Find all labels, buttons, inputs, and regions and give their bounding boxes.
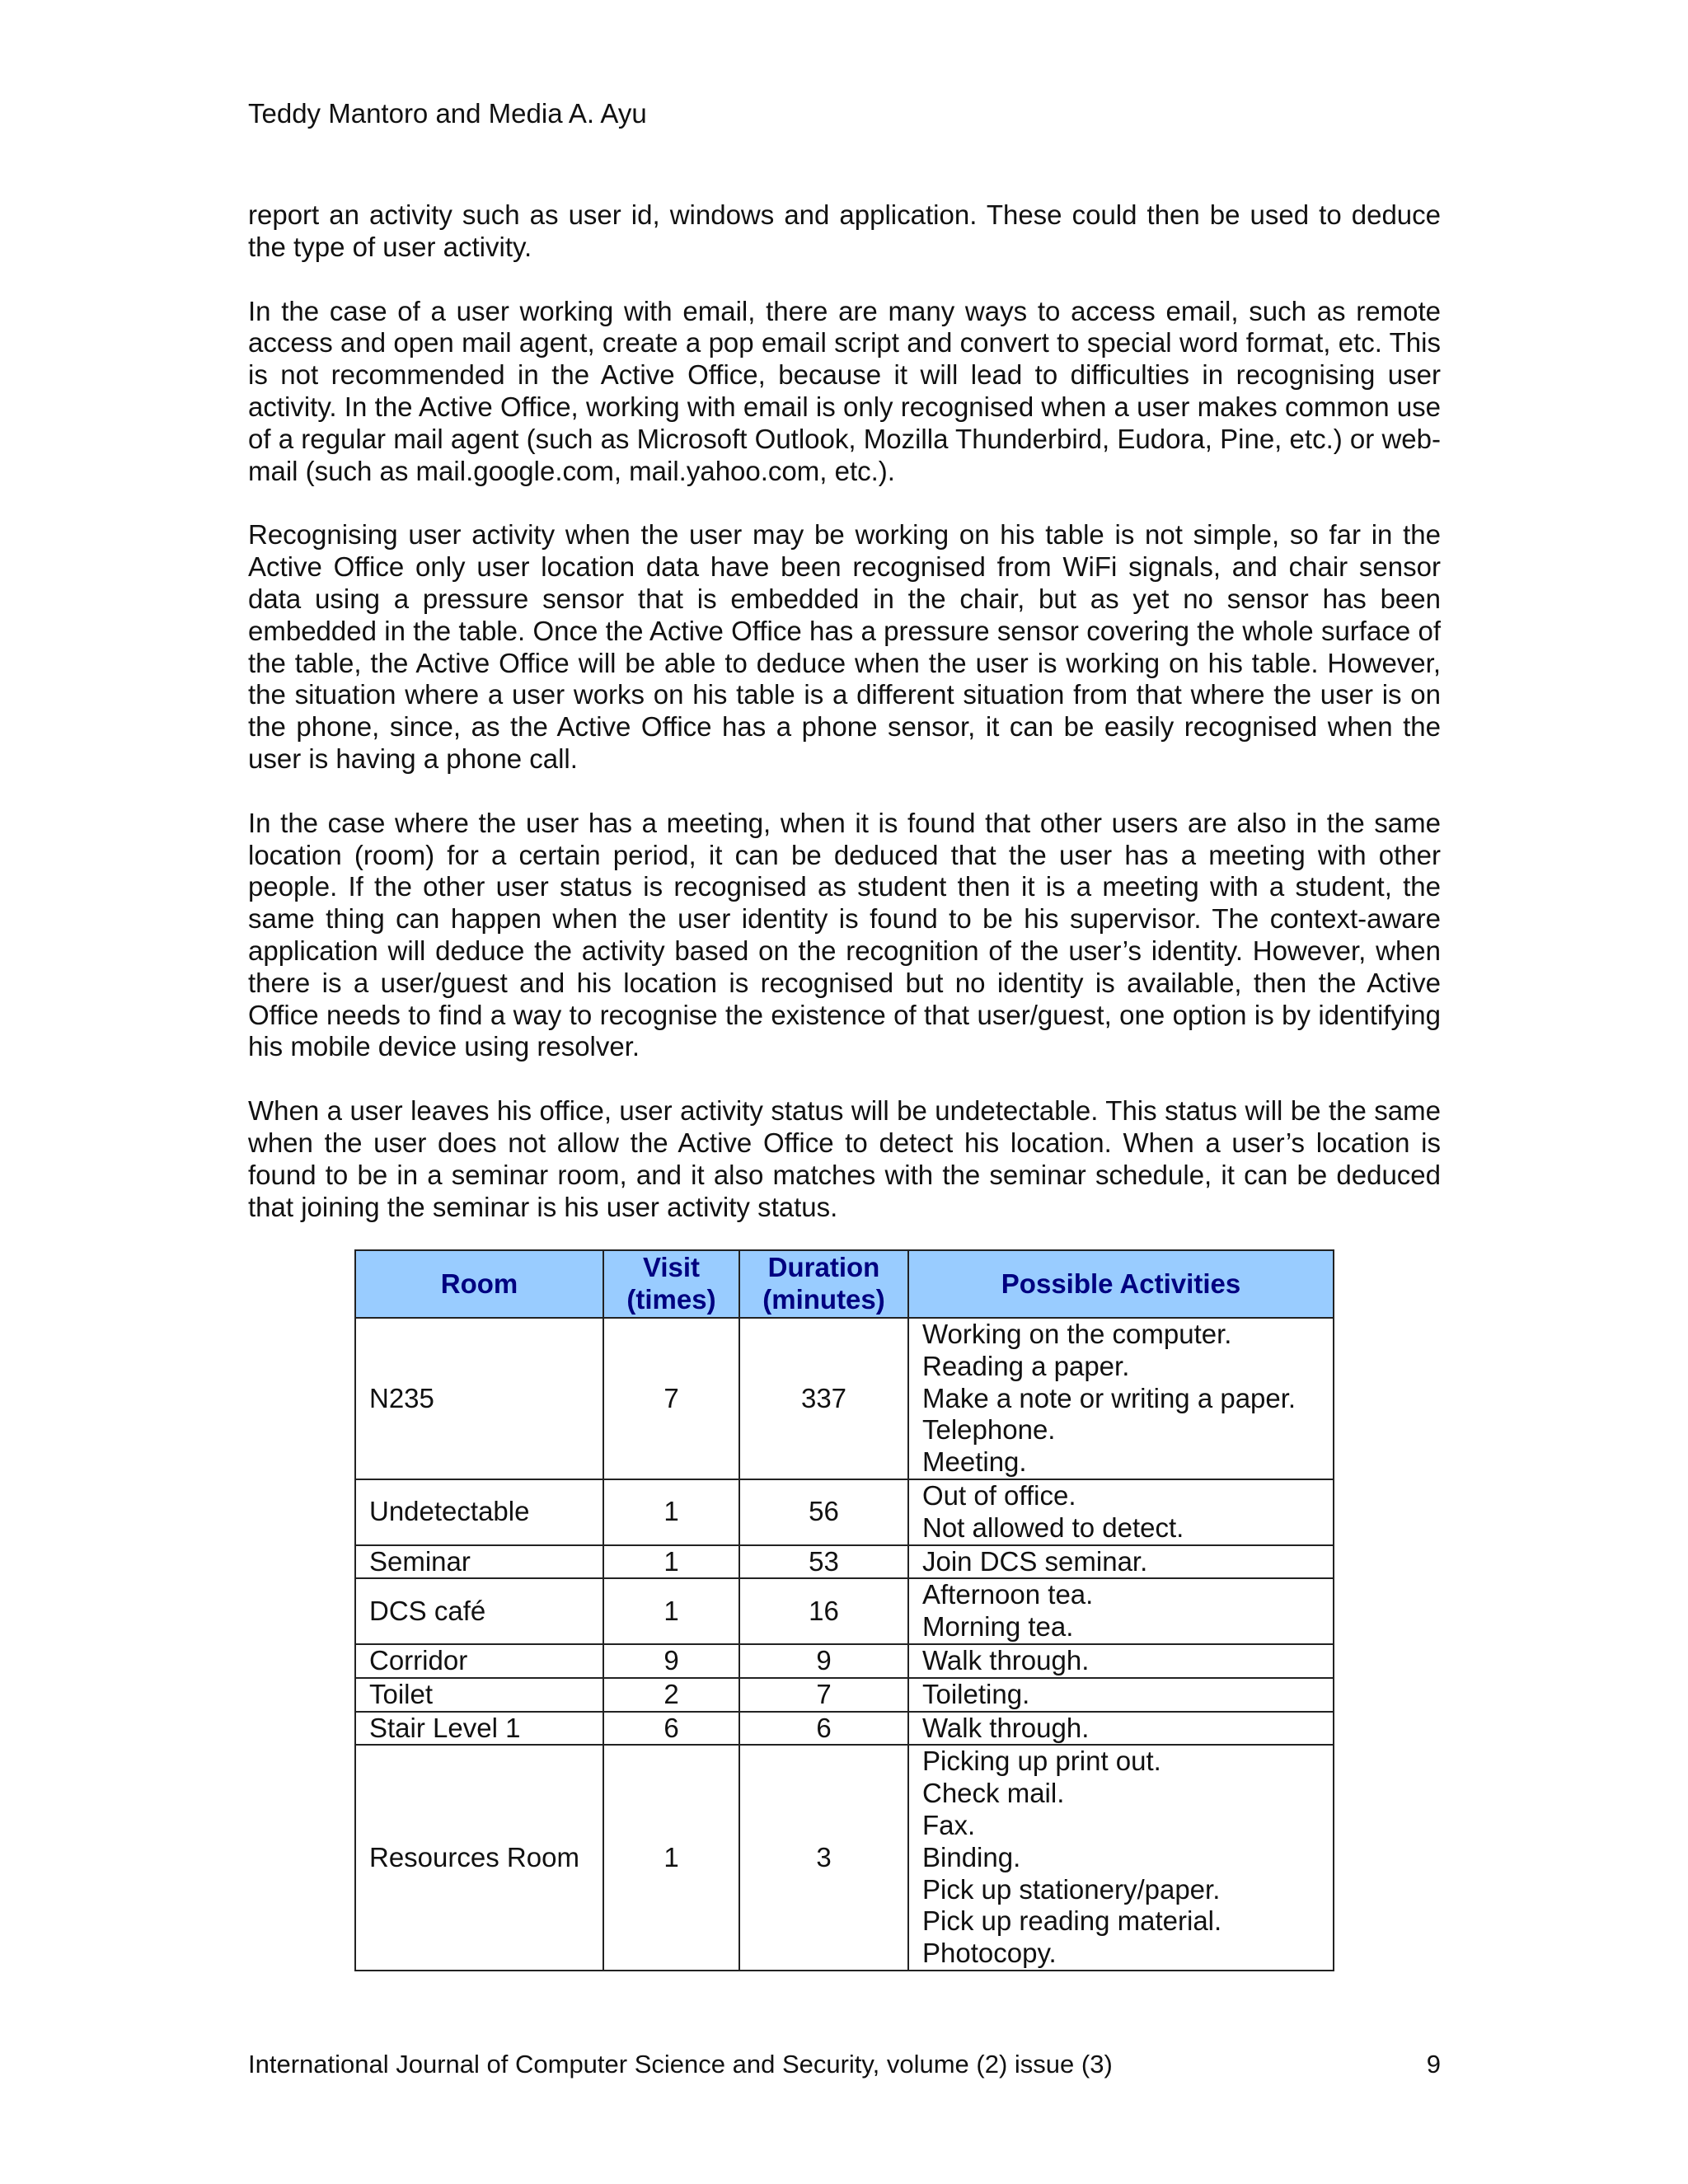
cell-duration: 6 — [739, 1712, 908, 1746]
cell-activities — [908, 1678, 1334, 1712]
activity-item: Check mail. — [922, 1778, 1065, 1809]
room-activity-table — [354, 1249, 1334, 1971]
activity-item: Not allowed to detect. — [922, 1511, 1184, 1543]
activity-item: Telephone. — [922, 1414, 1056, 1446]
activity-item: Pick up stationery/paper. — [922, 1873, 1221, 1905]
table-row — [355, 1318, 1334, 1479]
cell-duration: 3 — [739, 1745, 908, 1971]
cell-visit: 7 — [603, 1318, 739, 1479]
table-row — [355, 1678, 1334, 1712]
cell-room: Corridor — [355, 1644, 603, 1678]
body-text — [248, 199, 1441, 1255]
activity-item: Fax. — [922, 1809, 976, 1840]
activity-item: Picking up print out. — [922, 1746, 1161, 1777]
paragraph: In the case of a user working with email, there are many ways to access email, such as remote access and open mail agent, create a pop email script and convert to special word format, etc. This is not recommended in the Active Office, because it will lead to difficulties in recognising user activity. In the Active Office, working with email is only recognised when a user makes common use of a regular mail agent (such as Microsoft Outlook, Mozilla Thunderbird, Eudora, Pine, etc.) or web-mail (such as mail.google.com, mail.yahoo.com, etc.). — [248, 295, 1441, 486]
cell-visit: 1 — [603, 1745, 739, 1971]
paragraph: report an activity such as user id, windows and application. These could then be used to deduce the type of user activity. — [248, 199, 1441, 262]
running-head-authors: Teddy Mantoro and Media A. Ayu — [248, 98, 647, 129]
cell-room: Stair Level 1 — [355, 1712, 603, 1746]
activity-item: Join DCS seminar. — [922, 1545, 1148, 1577]
header-duration-unit: (minutes) — [762, 1284, 885, 1315]
activity-item: Afternoon tea. — [922, 1579, 1094, 1610]
activity-item: Walk through. — [922, 1644, 1090, 1675]
cell-room: N235 — [355, 1318, 603, 1479]
header-activities-label: Possible Activities — [1001, 1268, 1241, 1299]
paragraph: In the case where the user has a meeting, when it is found that other users are also in the same location (room) for a certain period, it can be deduced that the user has a meeting with other people. If the other user status is recognised as student then it is a meeting with a student, the same thing can happen when the user identity is found to be his supervisor. The context-aware application will deduce the activity based on the recognition of the user’s identity. However, when there is a user/guest and his location is recognised but no identity is available, then the Active Office needs to find a way to recognise the existence of that user/guest, one option is by identifying his mobile device using resolver. — [248, 807, 1441, 1062]
activity-item: Reading a paper. — [922, 1350, 1130, 1381]
cell-duration: 337 — [739, 1318, 908, 1479]
cell-visit: 9 — [603, 1644, 739, 1678]
cell-room: Toilet — [355, 1678, 603, 1712]
cell-visit: 1 — [603, 1479, 739, 1545]
header-room-label: Room — [440, 1268, 518, 1299]
cell-duration: 7 — [739, 1678, 908, 1712]
activity-item: Meeting. — [922, 1446, 1027, 1478]
activity-item: Pick up reading material. — [922, 1905, 1222, 1937]
header-room — [355, 1250, 603, 1318]
activity-item: Make a note or writing a paper. — [922, 1382, 1296, 1413]
activity-item: Morning tea. — [922, 1611, 1074, 1643]
cell-room: Resources Room — [355, 1745, 603, 1971]
table-row — [355, 1545, 1334, 1579]
page-number: 9 — [1426, 2050, 1441, 2079]
activity-item: Working on the computer. — [922, 1319, 1232, 1349]
cell-room: Seminar — [355, 1545, 603, 1579]
table-row — [355, 1745, 1334, 1971]
header-visit-unit: (times) — [626, 1284, 716, 1315]
cell-room: Undetectable — [355, 1479, 603, 1545]
cell-activities — [908, 1318, 1334, 1479]
activity-item: Binding. — [922, 1841, 1021, 1872]
header-duration-label: Duration — [767, 1252, 880, 1283]
table-header-row — [355, 1250, 1334, 1318]
header-duration — [739, 1250, 908, 1318]
cell-activities — [908, 1644, 1334, 1678]
cell-activities — [908, 1578, 1334, 1644]
activity-item: Photocopy. — [922, 1938, 1057, 1969]
cell-duration: 56 — [739, 1479, 908, 1545]
paragraph: When a user leaves his office, user activity status will be undetectable. This status will be the same when the user does not allow the Active Office to detect his location. When a user’s location is found to be in a seminar room, and it also matches with the seminar schedule, it can be deduced that joining the seminar is his user activity status. — [248, 1095, 1441, 1222]
footer-journal-name: International Journal of Computer Science and Security, volume (2) issue (3) — [248, 2050, 1113, 2079]
cell-activities — [908, 1545, 1334, 1579]
cell-activities — [908, 1479, 1334, 1545]
table-row — [355, 1479, 1334, 1545]
cell-visit: 6 — [603, 1712, 739, 1746]
table-row — [355, 1712, 1334, 1746]
table-row — [355, 1644, 1334, 1678]
activity-item: Walk through. — [922, 1712, 1090, 1743]
cell-visit: 1 — [603, 1545, 739, 1579]
header-visit — [603, 1250, 739, 1318]
cell-visit: 1 — [603, 1578, 739, 1644]
cell-activities — [908, 1712, 1334, 1746]
header-activities — [908, 1250, 1334, 1318]
cell-duration: 9 — [739, 1644, 908, 1678]
cell-room: DCS café — [355, 1578, 603, 1644]
cell-visit: 2 — [603, 1678, 739, 1712]
table-row — [355, 1578, 1334, 1644]
cell-duration: 53 — [739, 1545, 908, 1579]
activity-item: Toileting. — [922, 1678, 1030, 1709]
header-visit-label: Visit — [642, 1252, 701, 1283]
activity-item: Out of office. — [922, 1479, 1076, 1511]
cell-activities — [908, 1745, 1334, 1971]
cell-duration: 16 — [739, 1578, 908, 1644]
paragraph: Recognising user activity when the user may be working on his table is not simple, so far in the Active Office only user location data have been recognised from WiFi signals, and chair sensor data using a pressure sensor that is embedded in the chair, but as yet no sensor has been embedded in the table. Once the Active Office has a pressure sensor covering the whole surface of the table, the Active Office will be able to deduce when the user is working on his table. However, the situation where a user works on his table is a different situation from that where the user is on the phone, since, as the Active Office has a phone sensor, it can be easily recognised when the user is having a phone call. — [248, 519, 1441, 774]
